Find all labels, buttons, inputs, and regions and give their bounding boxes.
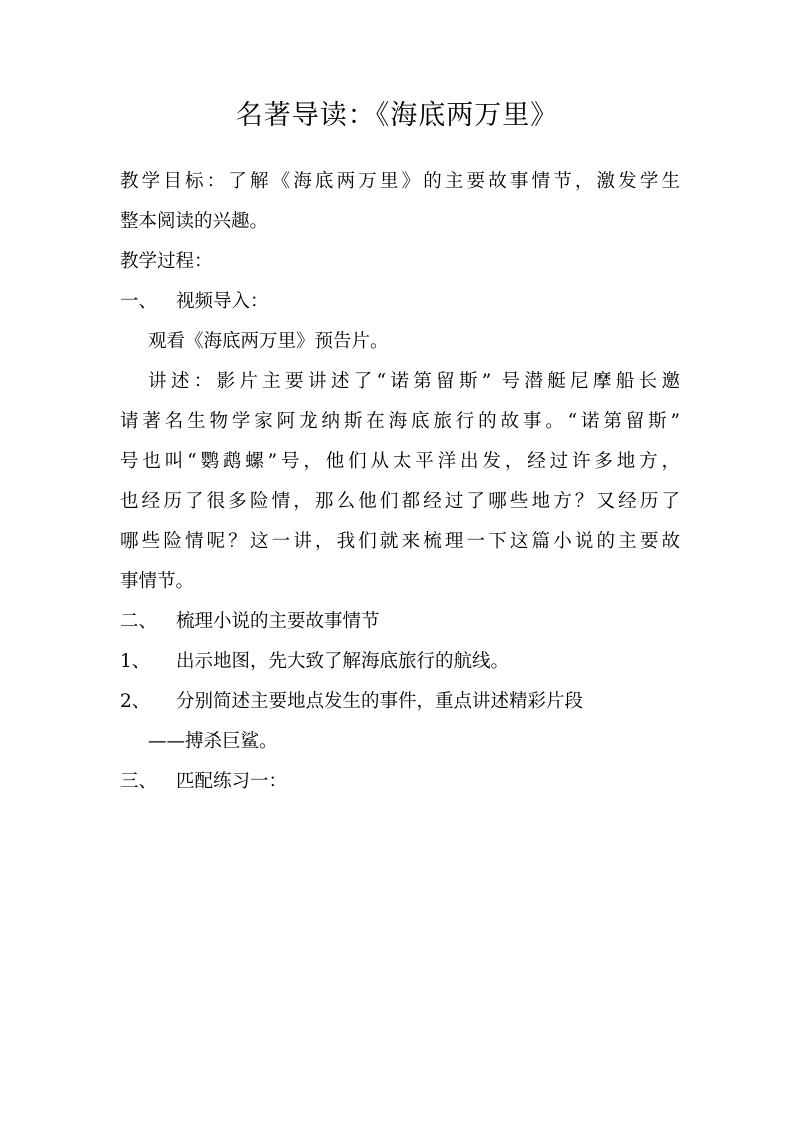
section1-paragraph-2-line-6: 事情节。 [120,571,195,592]
document-title: 名著导读：《海底两万里》 [235,100,559,131]
section-title-2: 梳理小说的主要故事情节 [176,611,380,632]
section2-item-marker-2: 2、 [120,691,151,712]
teaching-process-label: 教学过程： [120,251,213,272]
section-marker-2: 二、 [120,611,158,632]
section-marker-3: 三、 [120,771,158,792]
section2-item-marker-1: 1、 [120,651,151,672]
document-body [120,162,680,802]
section-heading-1 [120,282,680,322]
section-marker-1: 一、 [120,291,158,312]
section1-paragraph-2-line-4: 也经历了很多险情，那么他们都经过了哪些地方？又经历了 [120,491,680,512]
section1-paragraph-2-line-2: 请著名生物学家阿龙纳斯在海底旅行的故事。“诺第留斯” [120,411,680,432]
section1-paragraph-2-line-3: 号也叫“鹦鹉螺”号，他们从太平洋出发，经过许多地方， [120,451,680,472]
section2-item-text-1: 出示地图，先大致了解海底旅行的航线。 [176,651,510,672]
section-heading-3 [120,762,680,802]
section1-paragraph-2-line-1: 讲述：影片主要讲述了“诺第留斯” 号潜艇尼摩船长邀 [148,371,680,392]
section-title-1: 视频导入： [176,291,269,312]
section2-item-text-2: 分别简述主要地点发生的事件，重点讲述精彩片段 [176,691,584,712]
section1-paragraph-2-line-5: 哪些险情呢？这一讲，我们就来梳理一下这篇小说的主要故 [120,531,680,552]
section1-paragraph-1: 观看《海底两万里》预告片。 [148,331,389,352]
section-title-3: 匹配练习一： [176,771,288,792]
section2-item-1 [120,642,680,682]
teaching-goal-line-2: 整本阅读的兴趣。 [120,211,269,232]
section2-item-2-continuation: ——搏杀巨鲨。 [148,731,278,752]
section2-item-2 [120,682,680,722]
section-heading-2 [120,602,680,642]
teaching-goal-line-1: 教学目标：了解《海底两万里》的主要故事情节，激发学生 [120,171,680,192]
